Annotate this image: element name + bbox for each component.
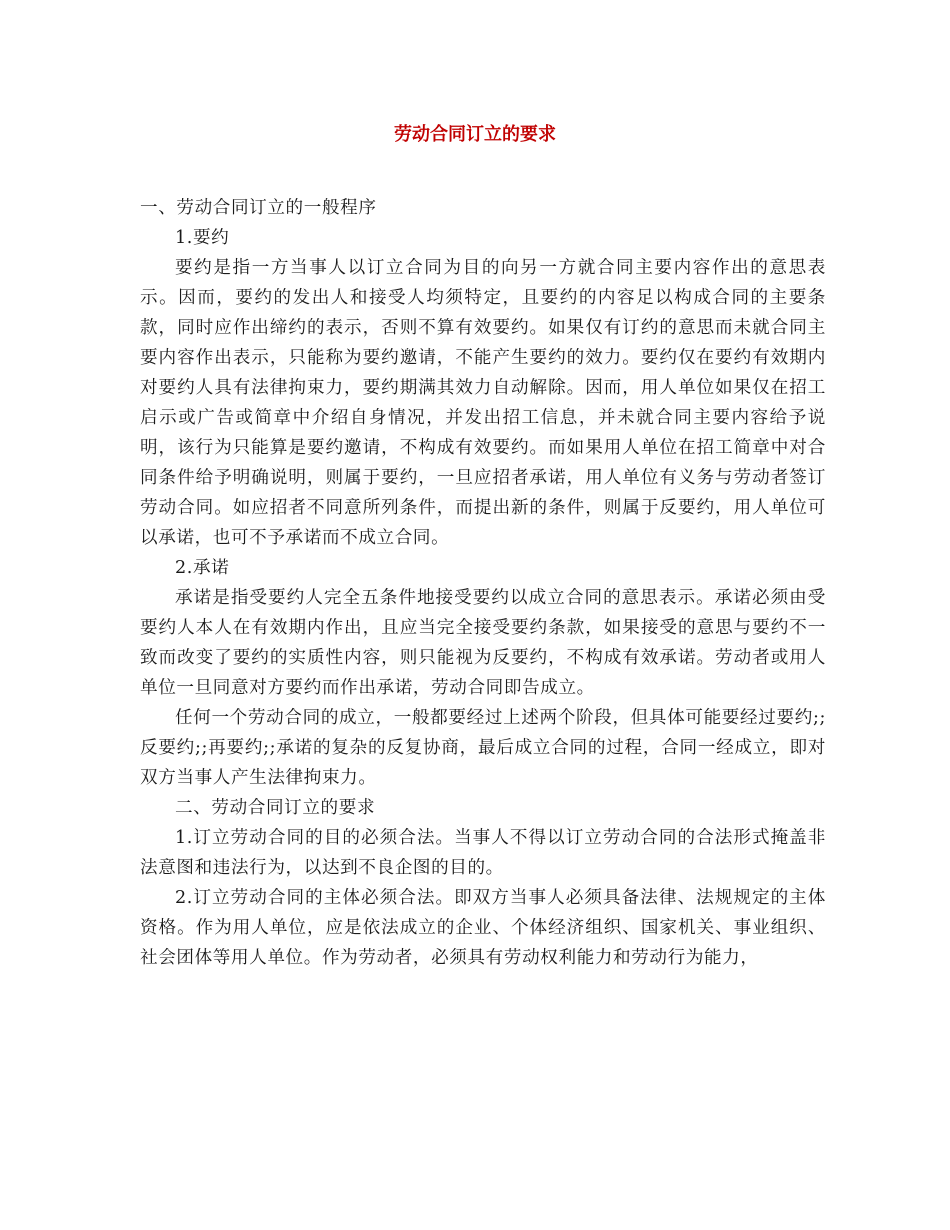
section-heading-2: 二、劳动合同订立的要求 <box>175 798 376 818</box>
paragraph-offer: 要约是指一方当事人以订立合同为目的向另一方就合同主要内容作出的意思表示。因而，要约的发出人和接受人均须特定，且要约的内容足以构成合同的主要条款，同时应作出缔约的表示，否则不算有效要约。如果仅有订约的意思而未就合同主要内容作出表示，只能称为要约邀请，不能产生要约的效力。要约仅在要约有效期内对要约人具有法律拘束力，要约期满其效力自动解除。因而，用人单位如果仅在招工启示或广告或简章中介绍自身情况，并发出招工信息，并未就合同主要内容给予说明，该行为只能算是要约邀请，不构成有效要约。而如果用人单位在招工简章中对合同条件给予明确说明，则属于要约，一旦应招者承诺，用人单位有义务与劳动者签订劳动合同。如应招者不同意所列条件，而提出新的条件，则属于反要约，用人单位可以承诺，也可不予承诺而不成立合同。 <box>140 258 826 548</box>
document-title: 劳动合同订立的要求 <box>394 124 556 145</box>
requirement-subject: 2.订立劳动合同的主体必须合法。即双方当事人必须具备法律、法规规定的主体资格。作为用人单位，应是依法成立的企业、个体经济组织、国家机关、事业组织、社会团体等用人单位。作为劳动者，必须具有劳动权利能力和劳动行为能力， <box>140 888 826 968</box>
document-body <box>140 193 826 973</box>
subheading-acceptance: 2.承诺 <box>175 558 230 578</box>
paragraph-formation: 任何一个劳动合同的成立，一般都要经过上述两个阶段，但具体可能要经过要约;;反要约;;再要约;;承诺的复杂的反复协商，最后成立合同的过程，合同一经成立，即对双方当事人产生法律拘束力。 <box>140 708 826 788</box>
requirement-purpose: 1.订立劳动合同的目的必须合法。当事人不得以订立劳动合同的合法形式掩盖非法意图和违法行为，以达到不良企图的目的。 <box>140 828 826 878</box>
paragraph-acceptance: 承诺是指受要约人完全五条件地接受要约以成立合同的意思表示。承诺必须由受要约人本人在有效期内作出，且应当完全接受要约条款，如果接受的意思与要约不一致而改变了要约的实质性内容，则只能视为反要约，不构成有效承诺。劳动者或用人单位一旦同意对方要约而作出承诺，劳动合同即告成立。 <box>140 588 826 698</box>
subheading-offer: 1.要约 <box>175 228 230 248</box>
section-heading-1: 一、劳动合同订立的一般程序 <box>140 198 377 218</box>
